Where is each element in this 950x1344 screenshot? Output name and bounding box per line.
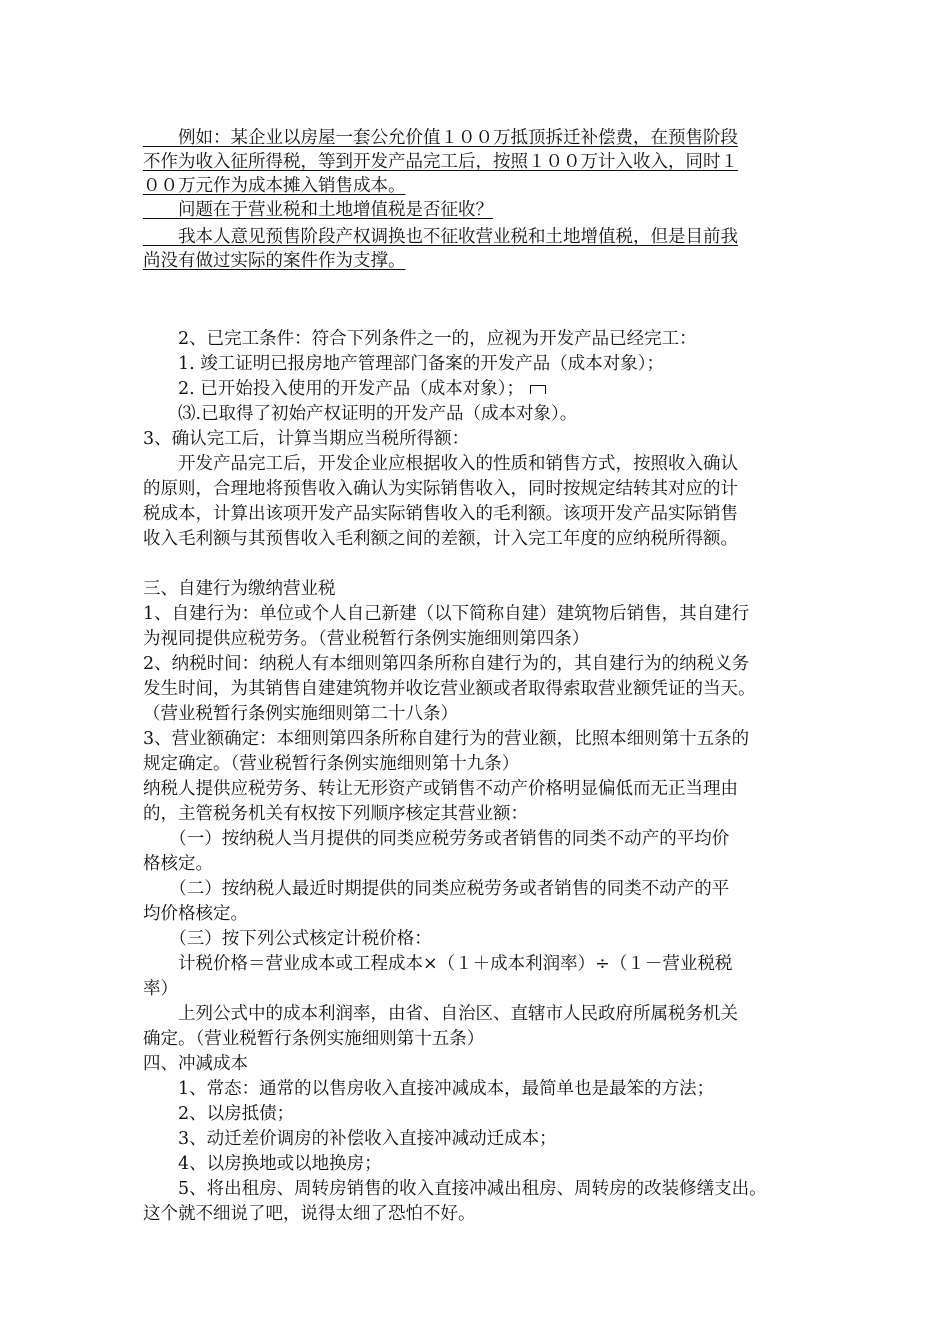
section-four-line: 2、以房抵债； [143,1104,295,1124]
section-four-line: 4、以房换地或以地换房； [143,1154,382,1174]
note-example-line-3: ００万元作为成本摊入销售成本。 [143,176,406,196]
section-three-heading: 三、自建行为缴纳营业税 [143,579,336,599]
formula-line: 计税价格＝营业成本或工程成本×（１＋成本利润率）÷（１－营业税税 [143,954,733,974]
completion-item-1: 1. 竣工证明已报房地产管理部门备案的开发产品（成本对象）； [143,354,665,374]
section-four-line: 3、动迁差价调房的补偿收入直接冲减动迁成本； [143,1129,557,1149]
note-opinion-line-1: 我本人意见预售阶段产权调换也不征收营业税和土地增值税，但是目前我 [143,227,738,247]
section-four-line: 这个就不细说了吧，说得太细了恐怕不好。 [143,1204,476,1224]
confirm-body-line-2: 的原则，合理地将预售收入确认为实际销售收入，同时按规定结转其对应的计 [143,479,738,499]
section-three-line: 3、营业额确定：本细则第四条所称自建行为的营业额，比照本细则第十五条的 [143,729,750,749]
section-three-line: 2、纳税时间：纳税人有本细则第四条所称自建行为的，其自建行为的纳税义务 [143,654,750,674]
section-four-line: 1、常态：通常的以售房收入直接冲减成本，最简单也是最笨的方法； [143,1079,715,1099]
section-three-line: 的，主管税务机关有权按下列顺序核定其营业额： [143,804,528,824]
confirm-heading: 3、确认完工后，计算当期应当税所得额： [143,429,470,449]
note-question: 问题在于营业税和土地增值税是否征收？ [143,200,493,220]
edit-mark-icon [530,385,546,394]
section-four-heading: 四、冲减成本 [143,1054,248,1074]
section-three-line: 1、自建行为：单位或个人自己新建（以下简称自建）建筑物后销售，其自建行 [143,604,750,624]
completion-heading: 2、已完工条件：符合下列条件之一的，应视为开发产品已经完工： [143,329,697,349]
section-three-line: 规定确定。（营业税暂行条例实施细则第十九条） [143,754,520,774]
section-three-line: 均价格核定。 [143,904,248,924]
confirm-body-line-3: 税成本，计算出该项开发产品实际销售收入的毛利额。该项开发产品实际销售 [143,504,738,524]
completion-item-3: ⑶.已取得了初始产权证明的开发产品（成本对象）。 [143,404,578,424]
section-four-line: 5、将出租房、周转房销售的收入直接冲减出租房、周转房的改装修缮支出。 [143,1179,767,1199]
section-three-line: 确定。（营业税暂行条例实施细则第十五条） [143,1029,485,1049]
section-three-line: （营业税暂行条例实施细则第二十八条） [143,704,458,724]
section-three-line: （一）按纳税人当月提供的同类应税劳务或者销售的同类不动产的平均价 [143,829,730,849]
note-opinion-line-2: 尚没有做过实际的案件作为支撑。 [143,251,406,271]
note-example-line-1: 例如：某企业以房屋一套公允价值１００万抵顶拆迁补偿费，在预售阶段 [143,128,738,148]
confirm-body-line-4: 收入毛利额与其预售收入毛利额之间的差额，计入完工年度的应纳税所得额。 [143,529,738,549]
section-three-line: 发生时间，为其销售自建建筑物并收讫营业额或者取得索取营业额凭证的当天。 [143,679,756,699]
section-three-line: （二）按纳税人最近时期提供的同类应税劳务或者销售的同类不动产的平 [143,879,730,899]
section-three-line: 格核定。 [143,854,213,874]
section-three-line: 为视同提供应税劳务。（营业税暂行条例实施细则第四条） [143,629,590,649]
section-three-line: （三）按下列公式核定计税价格： [143,929,432,949]
section-three-line: 纳税人提供应税劳务、转让无形资产或销售不动产价格明显偏低而无正当理由 [143,779,738,799]
section-three-line: 上列公式中的成本利润率，由省、自治区、直辖市人民政府所属税务机关 [143,1004,738,1024]
note-example-line-2: 不作为收入征所得税，等到开发产品完工后，按照１００万计入收入，同时１ [143,152,738,172]
completion-item-2: 2. 已开始投入使用的开发产品（成本对象）； [143,377,546,401]
confirm-body-line-1: 开发产品完工后，开发企业应根据收入的性质和销售方式，按照收入确认 [143,454,738,474]
formula-line: 率） [143,979,178,999]
